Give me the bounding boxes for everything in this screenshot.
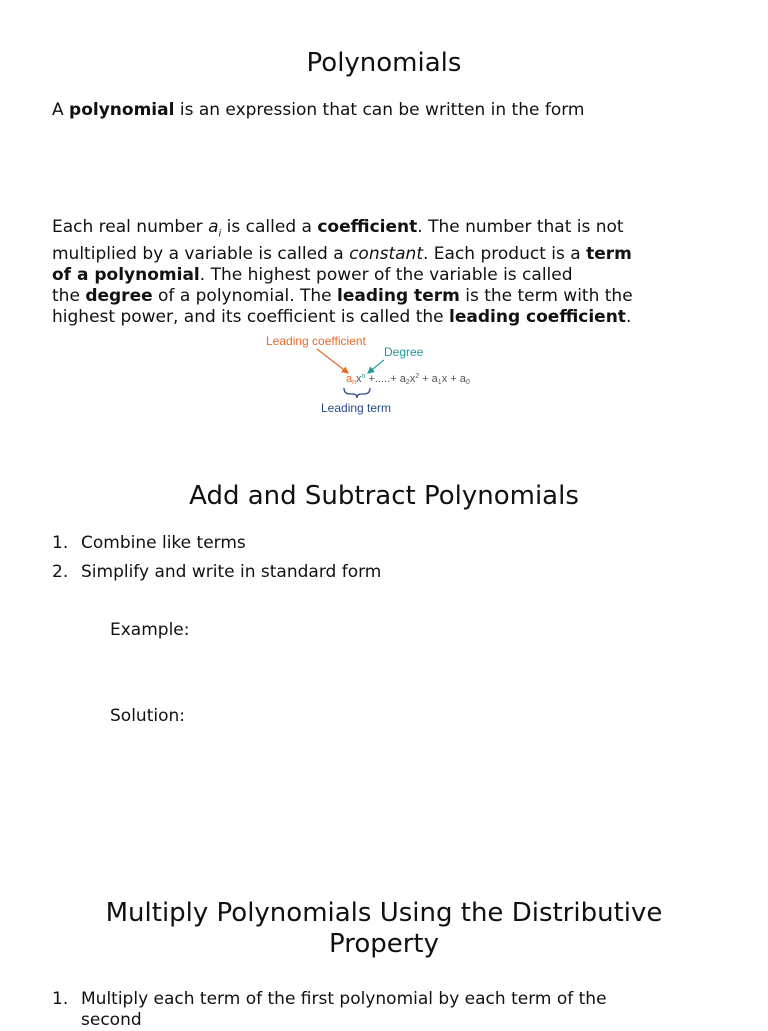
expr-a0: a [459,373,466,385]
expr-sub-2: 2 [405,379,410,386]
text-fragment: the [52,286,86,307]
section-multiply-title-line-1: Multiply Polynomials Using the Distributive [105,898,663,928]
leading-term-label: Leading term [321,401,392,415]
polynomial-expression [346,373,470,386]
intro-paragraph [52,100,584,121]
expr-plus: + [419,373,432,385]
list-item [52,562,381,583]
list-text: Combine like terms [81,533,246,553]
leading-coefficient-label: Leading coefficient [266,334,366,348]
degree-arrow [368,360,384,373]
expr-x2: x [409,373,416,385]
list-text: Simplify and write in standard form [81,562,382,582]
list-number: 1. [52,989,69,1009]
text-fragment: Each real number [52,217,209,237]
list-text-line-2: second [81,1010,142,1030]
subscript-i: i [218,228,222,240]
expr-middle: +.....+ [365,373,400,385]
list-item [52,989,742,1031]
list-number: 1. [52,533,69,553]
definitions-line-3 [52,265,732,286]
example-label: Example: [110,620,190,640]
section-multiply-title-line-2: Property [328,929,440,959]
definitions-line-2 [52,244,732,265]
text-fragment: highest power, and its coefficient is called the [52,307,450,328]
definitions-line-5 [52,307,732,328]
intro-text-after: is an expression that can be written in the form [174,100,585,120]
list-text-line-1: Multiply each term of the first polynomial by each term of the [81,989,607,1009]
expr-sup-n: n [361,373,366,380]
section-multiply-title [0,898,768,960]
term-leading-term: leading term [337,286,460,307]
text-fragment: . The number that is not [417,217,624,237]
term-degree: degree [85,286,153,307]
leading-term-brace [344,388,370,398]
text-fragment: is called a [221,217,318,237]
solution-label: Solution: [110,706,185,726]
expr-a2: a [399,373,406,385]
definitions-line-1 [52,217,732,244]
text-fragment: is the term with the [459,286,633,307]
multiply-steps-list [52,989,742,1031]
text-fragment: multiplied by a variable is called a [52,244,350,265]
leading-coefficient-arrow [317,349,348,373]
text-fragment: of a polynomial. The [152,286,338,307]
polynomial-diagram [262,330,512,422]
section-add-title: Add and Subtract Polynomials [189,481,579,511]
list-item [52,533,381,554]
expr-sub-1: 1 [437,379,442,386]
text-fragment: . The highest power of the variable is called [199,265,573,286]
intro-text-before: A [52,100,70,120]
expr-x1: x [441,373,448,385]
expr-a1: a [431,373,438,385]
variable-a: a [208,217,219,237]
expr-sup-2: 2 [415,373,420,380]
list-number: 2. [52,562,69,582]
text-fragment: . [625,307,632,328]
degree-label: Degree [384,345,424,359]
add-steps-list [52,533,381,583]
expr-plus: + [447,373,460,385]
expr-x-n: x [356,373,362,385]
text-fragment: . Each product is a [422,244,587,265]
term-coefficient: coefficient [317,217,418,237]
term-polynomial: polynomial [69,100,175,120]
term-of-a-polynomial: of a polynomial [52,265,200,286]
definitions-line-4 [52,286,732,307]
definitions-paragraph [52,217,732,328]
page-title: Polynomials [306,48,462,78]
term-leading-coefficient: leading coefficient [449,307,626,328]
term-constant: constant [349,244,423,265]
expr-a-n: a [346,373,353,385]
expr-sub-0: 0 [465,379,470,386]
term-term: term [586,244,632,265]
expr-sub-n: n [352,379,357,386]
